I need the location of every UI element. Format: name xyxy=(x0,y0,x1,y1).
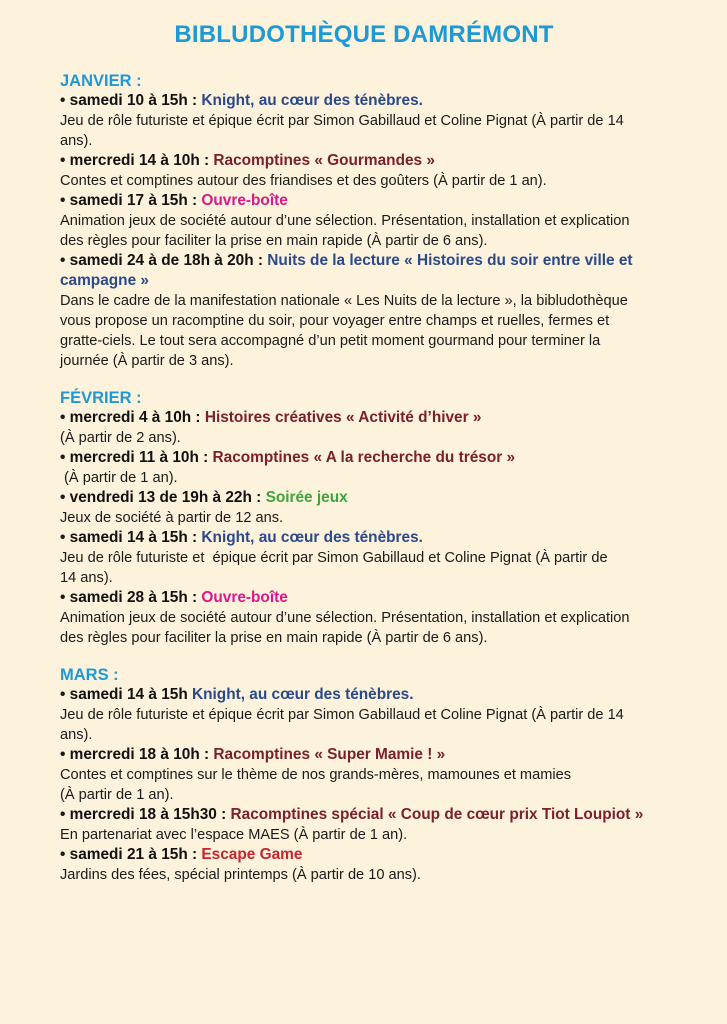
event-title: Racomptines « Gourmandes » xyxy=(213,152,435,169)
event-heading xyxy=(60,528,668,548)
event-description-line: gratte-ciels. Le tout sera accompagné d’un petit moment gourmand pour terminer la xyxy=(60,333,601,349)
program-sections xyxy=(60,72,668,885)
event-description-line: Dans le cadre de la manifestation nationale « Les Nuits de la lecture », la bibludothèque xyxy=(60,293,628,309)
event-item xyxy=(60,528,668,588)
event-datetime: mercredi 4 à 10h : xyxy=(69,409,205,426)
month-heading: JANVIER : xyxy=(60,72,142,90)
event-title: Racomptines « Super Mamie ! » xyxy=(213,746,446,763)
event-description-line: Jeu de rôle futuriste et épique écrit par Simon Gabillaud et Coline Pignat (À partir de 14 xyxy=(60,113,624,129)
event-description-line: des règles pour faciliter la prise en main rapide (À partir de 6 ans). xyxy=(60,630,488,646)
month-heading: MARS : xyxy=(60,666,119,684)
event-title: Ouvre-boîte xyxy=(201,192,288,209)
event-datetime: samedi 14 à 15h xyxy=(69,686,193,703)
event-heading xyxy=(60,151,668,171)
event-description-line: Animation jeux de société autour d’une sélection. Présentation, installation et explication xyxy=(60,610,630,626)
event-item xyxy=(60,588,668,648)
event-heading xyxy=(60,588,668,608)
event-item xyxy=(60,845,668,885)
month-section xyxy=(60,72,668,371)
event-item xyxy=(60,685,668,745)
event-item xyxy=(60,191,668,251)
month-section xyxy=(60,666,668,885)
event-title: Ouvre-boîte xyxy=(201,589,288,606)
event-title: Racomptines spécial « Coup de cœur prix Tiot Loupiot » xyxy=(230,806,644,823)
event-description-line: Contes et comptines autour des friandises et des goûters (À partir de 1 an). xyxy=(60,173,547,189)
event-description-line: 14 ans). xyxy=(60,570,113,586)
event-description-line: ans). xyxy=(60,727,93,743)
event-description-line: Animation jeux de société autour d’une sélection. Présentation, installation et explication xyxy=(60,213,630,229)
event-datetime: samedi 24 à de 18h à 20h : xyxy=(69,252,268,269)
event-datetime: vendredi 13 de 19h à 22h : xyxy=(69,489,266,506)
event-description-line: (À partir de 1 an). xyxy=(60,787,174,803)
event-description-line: journée (À partir de 3 ans). xyxy=(60,353,234,369)
event-datetime: samedi 17 à 15h : xyxy=(69,192,202,209)
event-description-line: ans). xyxy=(60,133,93,149)
event-datetime: mercredi 11 à 10h : xyxy=(69,449,213,466)
event-title: Knight, au cœur des ténèbres. xyxy=(201,92,423,109)
event-item xyxy=(60,91,668,151)
event-description-line: (À partir de 2 ans). xyxy=(60,430,181,446)
event-description-line: des règles pour faciliter la prise en main rapide (À partir de 6 ans). xyxy=(60,233,488,249)
event-heading xyxy=(60,488,668,508)
event-item xyxy=(60,488,668,528)
event-item xyxy=(60,448,668,488)
month-heading: FÉVRIER : xyxy=(60,389,142,407)
event-item xyxy=(60,805,668,845)
event-heading xyxy=(60,91,668,111)
event-datetime: mercredi 14 à 10h : xyxy=(69,152,214,169)
event-description-line: vous propose un racomptine du soir, pour voyager entre champs et ruelles, fermes et xyxy=(60,313,610,329)
event-title: Knight, au cœur des ténèbres. xyxy=(192,686,414,703)
event-description-line: Jardins des fées, spécial printemps (À partir de 10 ans). xyxy=(60,867,421,883)
event-datetime: mercredi 18 à 10h : xyxy=(69,746,214,763)
event-title: Soirée jeux xyxy=(265,489,348,506)
event-heading xyxy=(60,745,668,765)
event-item xyxy=(60,251,668,371)
event-heading xyxy=(60,448,668,468)
event-description-line: Jeux de société à partir de 12 ans. xyxy=(60,510,284,526)
event-title: Escape Game xyxy=(201,846,303,863)
event-title: Nuits de la lecture « Histoires du soir entre ville et campagne » xyxy=(60,252,633,289)
event-datetime: samedi 21 à 15h : xyxy=(69,846,202,863)
event-title: Histoires créatives « Activité d’hiver » xyxy=(204,409,482,426)
event-heading xyxy=(60,845,668,865)
event-item xyxy=(60,151,668,191)
event-heading xyxy=(60,805,668,825)
event-datetime: mercredi 18 à 15h30 : xyxy=(69,806,231,823)
event-heading xyxy=(60,191,668,211)
event-datetime: samedi 10 à 15h : xyxy=(69,92,202,109)
page-title: BIBLUDOTHÈQUE DAMRÉMONT xyxy=(174,21,554,48)
event-heading xyxy=(60,685,668,705)
event-description-line: Contes et comptines sur le thème de nos grands-mères, mamounes et mamies xyxy=(60,767,572,783)
event-description-line: Jeu de rôle futuriste et épique écrit par Simon Gabillaud et Coline Pignat (À partir de 14 xyxy=(60,707,624,723)
event-title: Knight, au cœur des ténèbres. xyxy=(201,529,423,546)
event-datetime: samedi 28 à 15h : xyxy=(69,589,202,606)
event-heading xyxy=(60,251,668,291)
event-description-line: Jeu de rôle futuriste et épique écrit par Simon Gabillaud et Coline Pignat (À partir de xyxy=(60,550,608,566)
event-datetime: samedi 14 à 15h : xyxy=(69,529,202,546)
event-heading xyxy=(60,408,668,428)
event-item xyxy=(60,408,668,448)
event-description-line: (À partir de 1 an). xyxy=(60,470,178,486)
event-title: Racomptines « A la recherche du trésor » xyxy=(212,449,516,466)
event-description-line: En partenariat avec l’espace MAES (À partir de 1 an). xyxy=(60,827,408,843)
month-section xyxy=(60,389,668,648)
event-item xyxy=(60,745,668,805)
